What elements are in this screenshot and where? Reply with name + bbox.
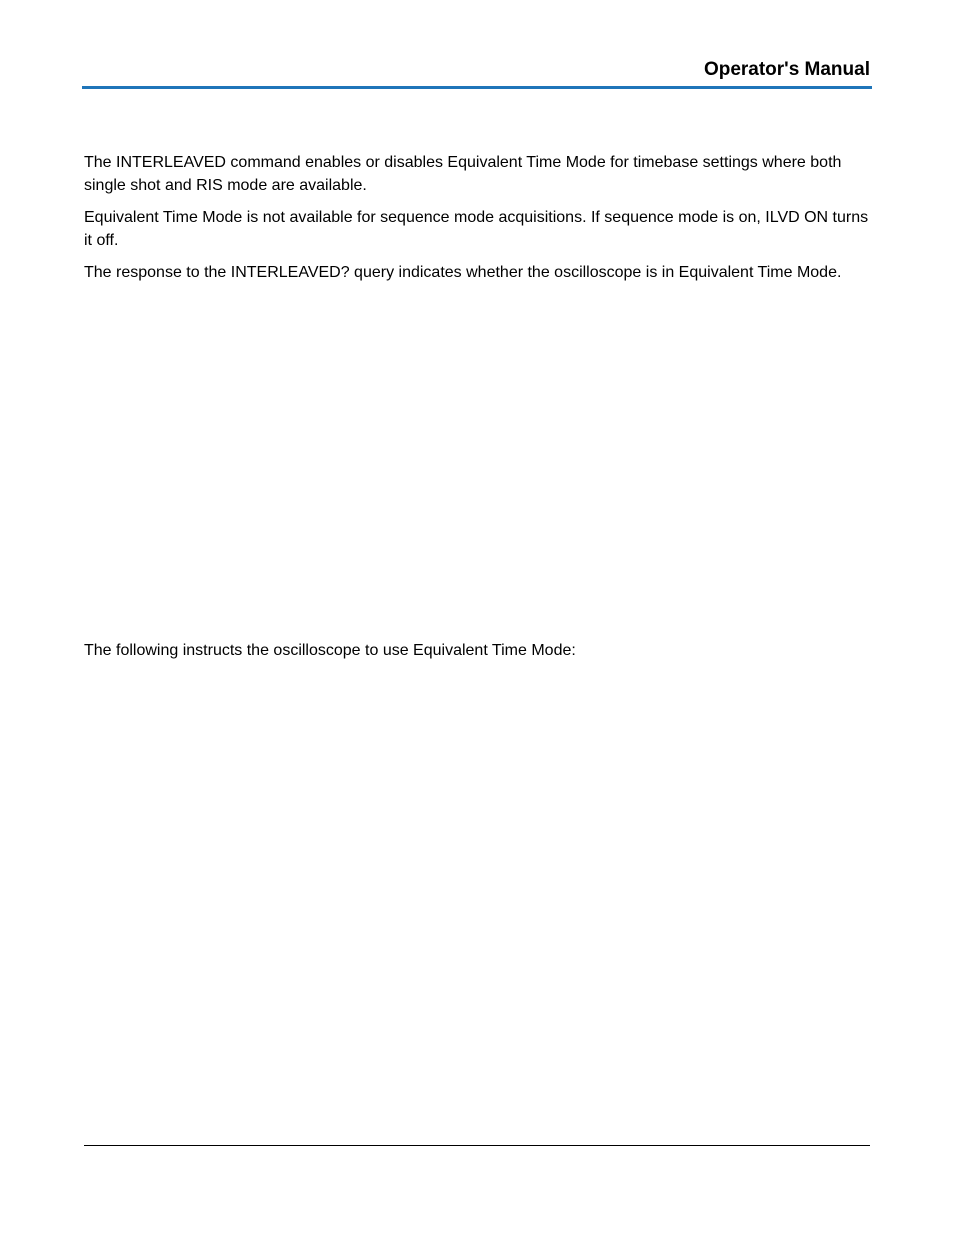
header-divider <box>82 86 872 89</box>
footer-divider <box>84 1145 870 1146</box>
document-header-title: Operator's Manual <box>703 59 870 80</box>
description-paragraph: The INTERLEAVED command enables or disables Equivalent Time Mode for timebase settings where both single shot and RIS mode are available. <box>84 154 842 194</box>
example-intro-paragraph: The following instructs the oscilloscope to use Equivalent Time Mode: <box>84 642 576 659</box>
query-response-paragraph: The response to the INTERLEAVED? query indicates whether the oscilloscope is in Equivalent Time Mode. <box>84 264 842 281</box>
sequence-mode-note: Equivalent Time Mode is not available for sequence mode acquisitions. If sequence mode is on, ILVD ON turns it off. <box>84 209 869 249</box>
